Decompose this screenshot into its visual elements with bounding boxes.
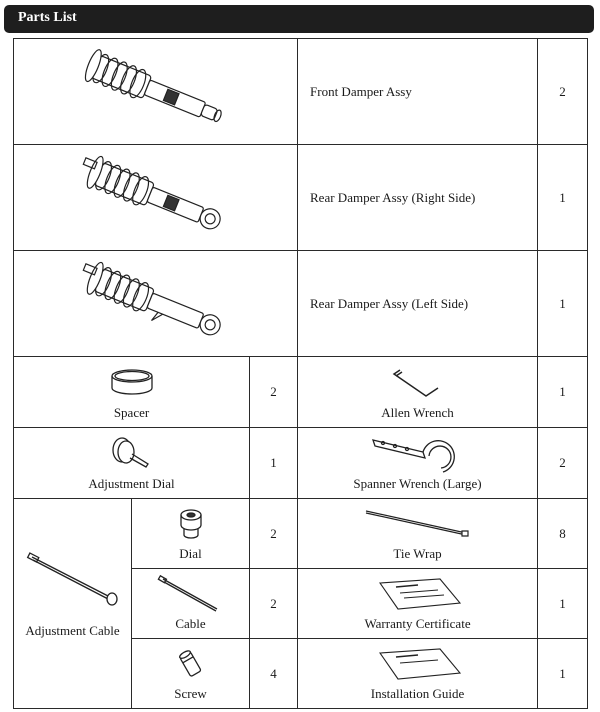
installation-guide-cell bbox=[298, 639, 538, 709]
table-row bbox=[14, 357, 588, 428]
screw-icon bbox=[171, 645, 211, 689]
rear-damper-left-name: Rear Damper Assy (Left Side) bbox=[298, 251, 538, 357]
rear-damper-left-qty: 1 bbox=[538, 251, 588, 357]
front-damper-name: Front Damper Assy bbox=[298, 39, 538, 145]
installation-guide-label: Installation Guide bbox=[370, 686, 465, 701]
allen-wrench-qty: 1 bbox=[538, 357, 588, 428]
warranty-qty: 1 bbox=[538, 569, 588, 639]
table-row bbox=[14, 499, 588, 569]
tie-wrap-qty: 8 bbox=[538, 499, 588, 569]
cable-qty: 2 bbox=[250, 569, 298, 639]
adjustment-dial-qty: 1 bbox=[250, 428, 298, 499]
rear-damper-right-name: Rear Damper Assy (Right Side) bbox=[298, 145, 538, 251]
tie-wrap-label: Tie Wrap bbox=[393, 546, 442, 561]
warranty-card-icon bbox=[368, 573, 468, 617]
table-row bbox=[14, 428, 588, 499]
guide-card-icon bbox=[368, 643, 468, 687]
front-damper-qty: 2 bbox=[538, 39, 588, 145]
table-row bbox=[14, 251, 588, 357]
spacer-qty: 2 bbox=[250, 357, 298, 428]
spacer-cell bbox=[14, 357, 250, 428]
allen-wrench-icon bbox=[378, 360, 458, 406]
allen-wrench-label: Allen Wrench bbox=[381, 405, 454, 420]
adjustment-cable-label: Adjustment Cable bbox=[25, 623, 120, 638]
rear-damper-left-icon bbox=[66, 251, 246, 357]
page-title: Parts List bbox=[18, 10, 77, 25]
screw-qty: 4 bbox=[250, 639, 298, 709]
spanner-wrench-qty: 2 bbox=[538, 428, 588, 499]
rear-damper-left-image-cell bbox=[14, 251, 298, 357]
dial-qty: 2 bbox=[250, 499, 298, 569]
table-row bbox=[14, 145, 588, 251]
tie-wrap-icon bbox=[358, 505, 478, 545]
dial-label: Dial bbox=[179, 546, 202, 561]
cable-cell bbox=[132, 569, 250, 639]
screw-label: Screw bbox=[174, 686, 207, 701]
adjustment-dial-cell bbox=[14, 428, 250, 499]
parts-list-header bbox=[4, 5, 594, 33]
rear-damper-right-qty: 1 bbox=[538, 145, 588, 251]
adjustment-cable-icon bbox=[18, 551, 128, 611]
adjustment-cable-cell bbox=[14, 499, 132, 709]
warranty-label: Warranty Certificate bbox=[364, 616, 471, 631]
spacer-ring-icon bbox=[102, 362, 162, 408]
spanner-wrench-cell bbox=[298, 428, 538, 499]
tie-wrap-cell bbox=[298, 499, 538, 569]
spanner-wrench-label: Spanner Wrench (Large) bbox=[353, 476, 482, 491]
rear-damper-right-image-cell bbox=[14, 145, 298, 251]
adjustment-dial-icon bbox=[102, 432, 162, 478]
spacer-label: Spacer bbox=[113, 405, 150, 420]
allen-wrench-cell bbox=[298, 357, 538, 428]
cable-label: Cable bbox=[175, 616, 206, 631]
spanner-wrench-icon bbox=[363, 432, 473, 482]
dial-knob-icon bbox=[171, 505, 211, 549]
dial-cell bbox=[132, 499, 250, 569]
screw-cell bbox=[132, 639, 250, 709]
rear-damper-right-icon bbox=[66, 145, 246, 251]
warranty-cell bbox=[298, 569, 538, 639]
cable-icon bbox=[151, 573, 231, 617]
front-damper-icon bbox=[66, 39, 246, 145]
installation-guide-qty: 1 bbox=[538, 639, 588, 709]
table-row bbox=[14, 39, 588, 145]
front-damper-image-cell bbox=[14, 39, 298, 145]
adjustment-dial-label: Adjustment Dial bbox=[88, 476, 175, 491]
parts-table bbox=[13, 38, 588, 709]
